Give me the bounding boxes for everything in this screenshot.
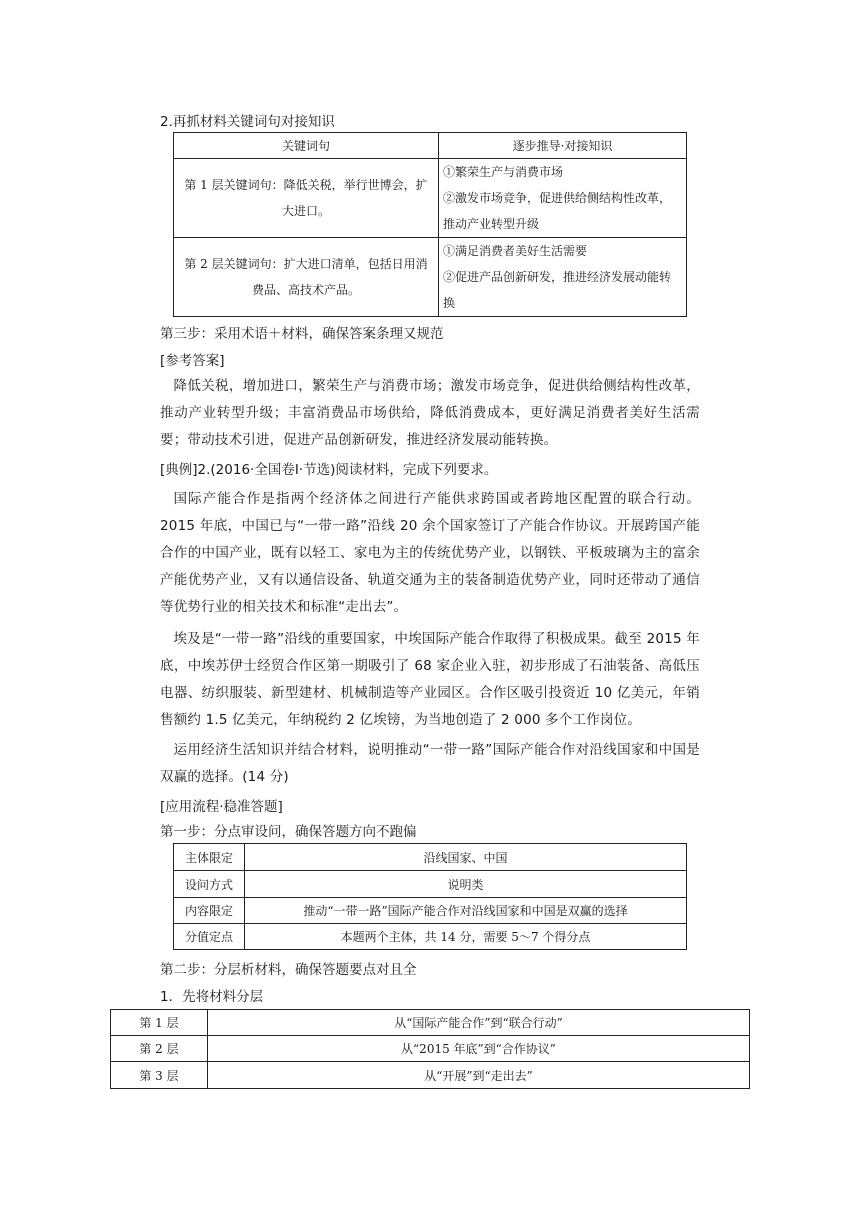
keyword-cell: 第 1 层关键词句：降低关税，举行世博会，扩大进口。 bbox=[174, 159, 439, 238]
reference-answer-text: 降低关税，增加进口，繁荣生产与消费市场；激发市场竞争，促进供给侧结构性改革，推动产业转型升级；丰富消费品市场供给，降低消费成本，更好满足消费者美好生活需要；带动技术引进，促进产品创新研发，推进经济发展动能转换。 bbox=[160, 378, 700, 448]
row-value: 说明类 bbox=[245, 871, 687, 898]
reference-answer-label: [参考答案] bbox=[160, 353, 225, 369]
table-row bbox=[111, 1062, 750, 1089]
knowledge-cell bbox=[439, 159, 687, 238]
row-label: 分值定点 bbox=[174, 924, 245, 950]
row-label: 第 1 层 bbox=[111, 1010, 208, 1036]
table-row bbox=[111, 1036, 750, 1062]
step1-heading: 第一步：分点审设问，确保答题方向不跑偏 bbox=[160, 824, 417, 840]
row-value: 从“2015 年底”到“合作协议” bbox=[208, 1036, 750, 1062]
table-row bbox=[174, 871, 687, 898]
list-item: ①满足消费者美好生活需要 bbox=[443, 244, 588, 258]
example-title: [典例]2.(2016·全国卷Ⅰ·节选)阅读材料，完成下列要求。 bbox=[160, 462, 498, 478]
question-analysis-table bbox=[173, 843, 687, 950]
row-value: 沿线国家、中国 bbox=[245, 844, 687, 871]
row-label: 主体限定 bbox=[174, 844, 245, 871]
question-text: 运用经济生活知识并结合材料，说明推动“一带一路”国际产能合作对沿线国家和中国是双赢的选择。(14 分) bbox=[160, 742, 700, 785]
row-value: 本题两个主体，共 14 分，需要 5～7 个得分点 bbox=[245, 924, 687, 950]
sub1-heading: 1．先将材料分层 bbox=[160, 989, 264, 1005]
material-layers-table bbox=[110, 1009, 750, 1089]
row-label: 设问方式 bbox=[174, 871, 245, 898]
table-row bbox=[174, 924, 687, 950]
step2-heading: 2.再抓材料关键词句对接知识 bbox=[160, 114, 335, 130]
table-row bbox=[174, 898, 687, 924]
row-value: 从“开展”到“走出去” bbox=[208, 1062, 750, 1089]
table-row bbox=[174, 844, 687, 871]
knowledge-cell bbox=[439, 238, 687, 317]
list-item: ②促进产品创新研发，推进经济发展动能转换 bbox=[443, 270, 672, 310]
row-value: 推动“一带一路”国际产能合作对沿线国家和中国是双赢的选择 bbox=[245, 898, 687, 924]
row-label: 第 3 层 bbox=[111, 1062, 208, 1089]
flow-label: [应用流程·稳准答题] bbox=[160, 799, 283, 815]
table-row bbox=[174, 238, 687, 317]
row-label: 第 2 层 bbox=[111, 1036, 208, 1062]
list-item: ①繁荣生产与消费市场 bbox=[443, 165, 564, 179]
step2b-heading: 第二步：分层析材料，确保答题要点对且全 bbox=[160, 962, 417, 978]
list-item: ②激发市场竞争，促进供给侧结构性改革，推动产业转型升级 bbox=[443, 191, 672, 231]
row-label: 内容限定 bbox=[174, 898, 245, 924]
keyword-table-header-keywords: 关键词句 bbox=[174, 133, 439, 159]
material-paragraph-2: 埃及是“一带一路”沿线的重要国家，中埃国际产能合作取得了积极成果。截至 2015 年底，中埃苏伊士经贸合作区第一期吸引了 68 家企业入驻，初步形成了石油装备、高低压电器、纺织服装、新型建材、机械制造等产业园区。合作区吸引投资近 10 亿美元，年销售额约 1.5 亿美元，年纳税约 2 亿埃镑，为当地创造了 2 000 多个工作岗位。 bbox=[160, 631, 700, 728]
table-row bbox=[111, 1010, 750, 1036]
keyword-table-header-knowledge: 逐步推导·对接知识 bbox=[439, 133, 687, 159]
row-value: 从“国际产能合作”到“联合行动” bbox=[208, 1010, 750, 1036]
material-paragraph-1: 国际产能合作是指两个经济体之间进行产能供求跨国或者跨地区配置的联合行动。2015 年底，中国已与“一带一路”沿线 20 余个国家签订了产能合作协议。开展跨国产能合作的中国产业，既有以轻工、家电为主的传统优势产业，以钢铁、平板玻璃为主的富余产能优势产业，又有以通信设备、轨道交通为主的装备制造优势产业，同时还带动了通信等优势行业的相关技术和标准“走出去”。 bbox=[160, 491, 700, 615]
keyword-cell: 第 2 层关键词句：扩大进口清单，包括日用消费品、高技术产品。 bbox=[174, 238, 439, 317]
step3-heading: 第三步：采用术语＋材料，确保答案条理又规范 bbox=[160, 326, 444, 342]
keyword-table bbox=[173, 132, 687, 317]
table-row bbox=[174, 159, 687, 238]
